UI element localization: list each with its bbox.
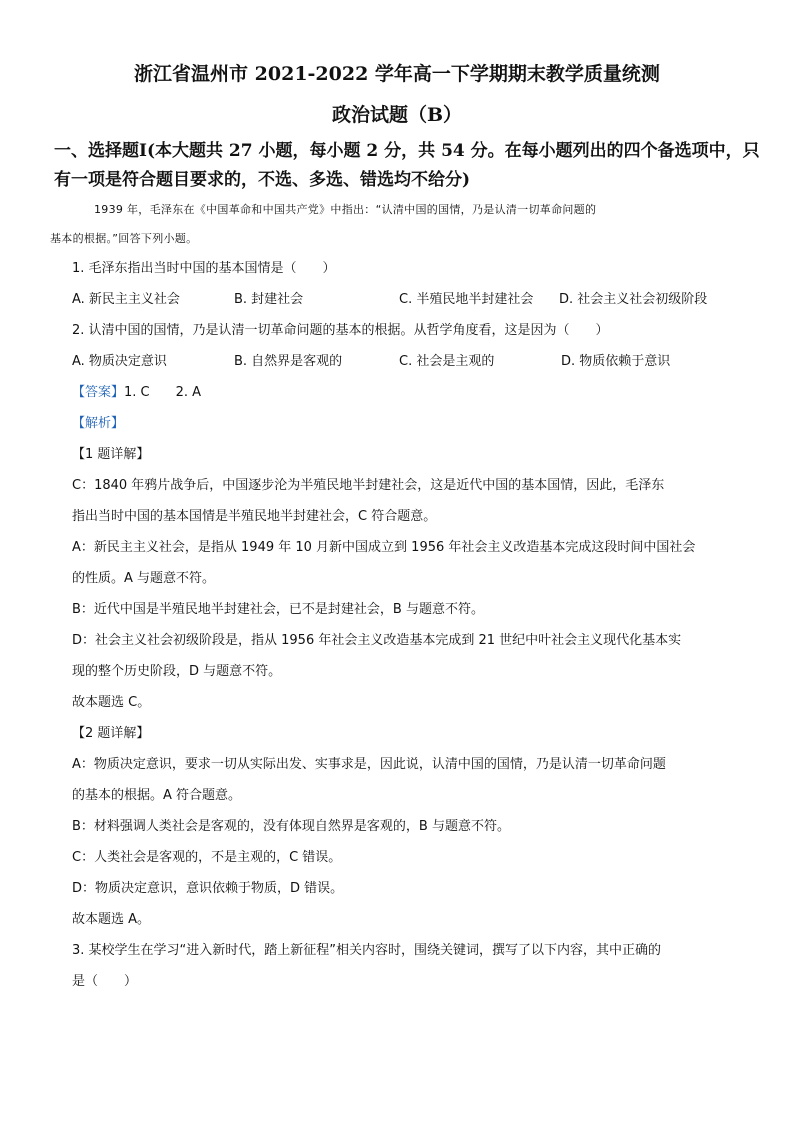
question-1-stem: 1. 毛泽东指出当时中国的基本国情是（ ） (72, 261, 336, 276)
detail-1-a (72, 532, 722, 594)
detail-1-c-line-2: 指出当时中国的基本国情是半殖民地半封建社会，C 符合题意。 (72, 509, 437, 524)
analysis-label: 【解析】 (72, 416, 125, 431)
q2-option-c: C. 社会是主观的 (399, 354, 495, 369)
detail-1-conclusion: 故本题选 C。 (72, 695, 151, 710)
detail-1-c (72, 470, 722, 532)
document-subtitle: 政治试题（B） (331, 104, 463, 126)
detail-1-header: 【1 题详解】 (72, 447, 150, 462)
question-2-stem: 2. 认清中国的国情，乃是认清一切革命问题的基本的根据。从哲学角度看，这是因为（ ） (72, 323, 609, 338)
document-title: 浙江省温州市 2021-2022 学年高一下学期期末教学质量统测 (134, 63, 660, 85)
detail-1-d-line-1: D：社会主义社会初级阶段是，指从 1956 年社会主义改造基本完成到 21 世纪中叶社会主义现代化基本实 (72, 633, 682, 648)
q1-option-b: B. 封建社会 (234, 292, 304, 307)
q2-option-b: B. 自然界是客观的 (234, 354, 343, 369)
question-3-line-2: 是（ ） (72, 974, 138, 989)
detail-2-header: 【2 题详解】 (72, 726, 150, 741)
detail-1-b: B：近代中国是半殖民地半封建社会，已不是封建社会，B 与题意不符。 (72, 602, 484, 617)
section-heading-line-1: 一、选择题Ⅰ(本大题共 27 小题，每小题 2 分，共 54 分。在每小题列出的四个备选项中，只 (54, 141, 760, 161)
detail-1-d-line-2: 现的整个历史阶段，D 与题意不符。 (72, 664, 282, 679)
detail-2-b: B：材料强调人类社会是客观的，没有体现自然界是客观的，B 与题意不符。 (72, 819, 510, 834)
question-2-options (72, 346, 722, 377)
detail-2-a-line-1: A：物质决定意识，要求一切从实际出发、实事求是，因此说，认清中国的国情，乃是认清一切革命问题 (72, 757, 666, 772)
question-1-options (72, 284, 722, 315)
section-heading-line-2: 有一项是符合题目要求的，不选、多选、错选均不给分) (54, 170, 471, 190)
question-3-line-1: 3. 某校学生在学习“进入新时代，踏上新征程”相关内容时，围绕关键词，撰写了以下内容，其中正确的 (72, 943, 662, 958)
q1-option-d: D. 社会主义社会初级阶段 (559, 292, 708, 307)
detail-1-d (72, 625, 722, 687)
detail-1-c-line-1: C：1840 年鸦片战争后，中国逐步沦为半殖民地半封建社会，这是近代中国的基本国情，因此，毛泽东 (72, 478, 665, 493)
answer-row (72, 377, 722, 408)
detail-2-a-line-2: 的基本的根据。A 符合题意。 (72, 788, 242, 803)
section-heading (54, 137, 760, 195)
answer-value: 1. C 2. A (124, 385, 202, 400)
document-page (50, 62, 760, 997)
detail-1-a-line-2: 的性质。A 与题意不符。 (72, 571, 216, 586)
q2-option-d: D. 物质依赖于意识 (561, 354, 671, 369)
detail-2-d: D：物质决定意识，意识依赖于物质，D 错误。 (72, 881, 344, 896)
material-line-1: 1939 年，毛泽东在《中国革命和中国共产党》中指出：“认清中国的国情，乃是认清一切革命问题的 (94, 203, 597, 216)
detail-2-conclusion: 故本题选 A。 (72, 912, 151, 927)
detail-2-a (72, 749, 722, 811)
q1-option-a: A. 新民主主义社会 (72, 292, 180, 307)
material-line-2: 基本的根据。”回答下列小题。 (50, 232, 198, 245)
question-3-stem (72, 935, 722, 997)
detail-2-c: C：人类社会是客观的，不是主观的，C 错误。 (72, 850, 342, 865)
q2-option-a: A. 物质决定意识 (72, 354, 167, 369)
detail-1-a-line-1: A：新民主主义社会，是指从 1949 年 10 月新中国成立到 1956 年社会主义改造基本完成这段时间中国社会 (72, 540, 696, 555)
answer-label: 【答案】 (72, 385, 125, 400)
q1-option-c: C. 半殖民地半封建社会 (399, 292, 534, 307)
material-passage (50, 195, 722, 253)
